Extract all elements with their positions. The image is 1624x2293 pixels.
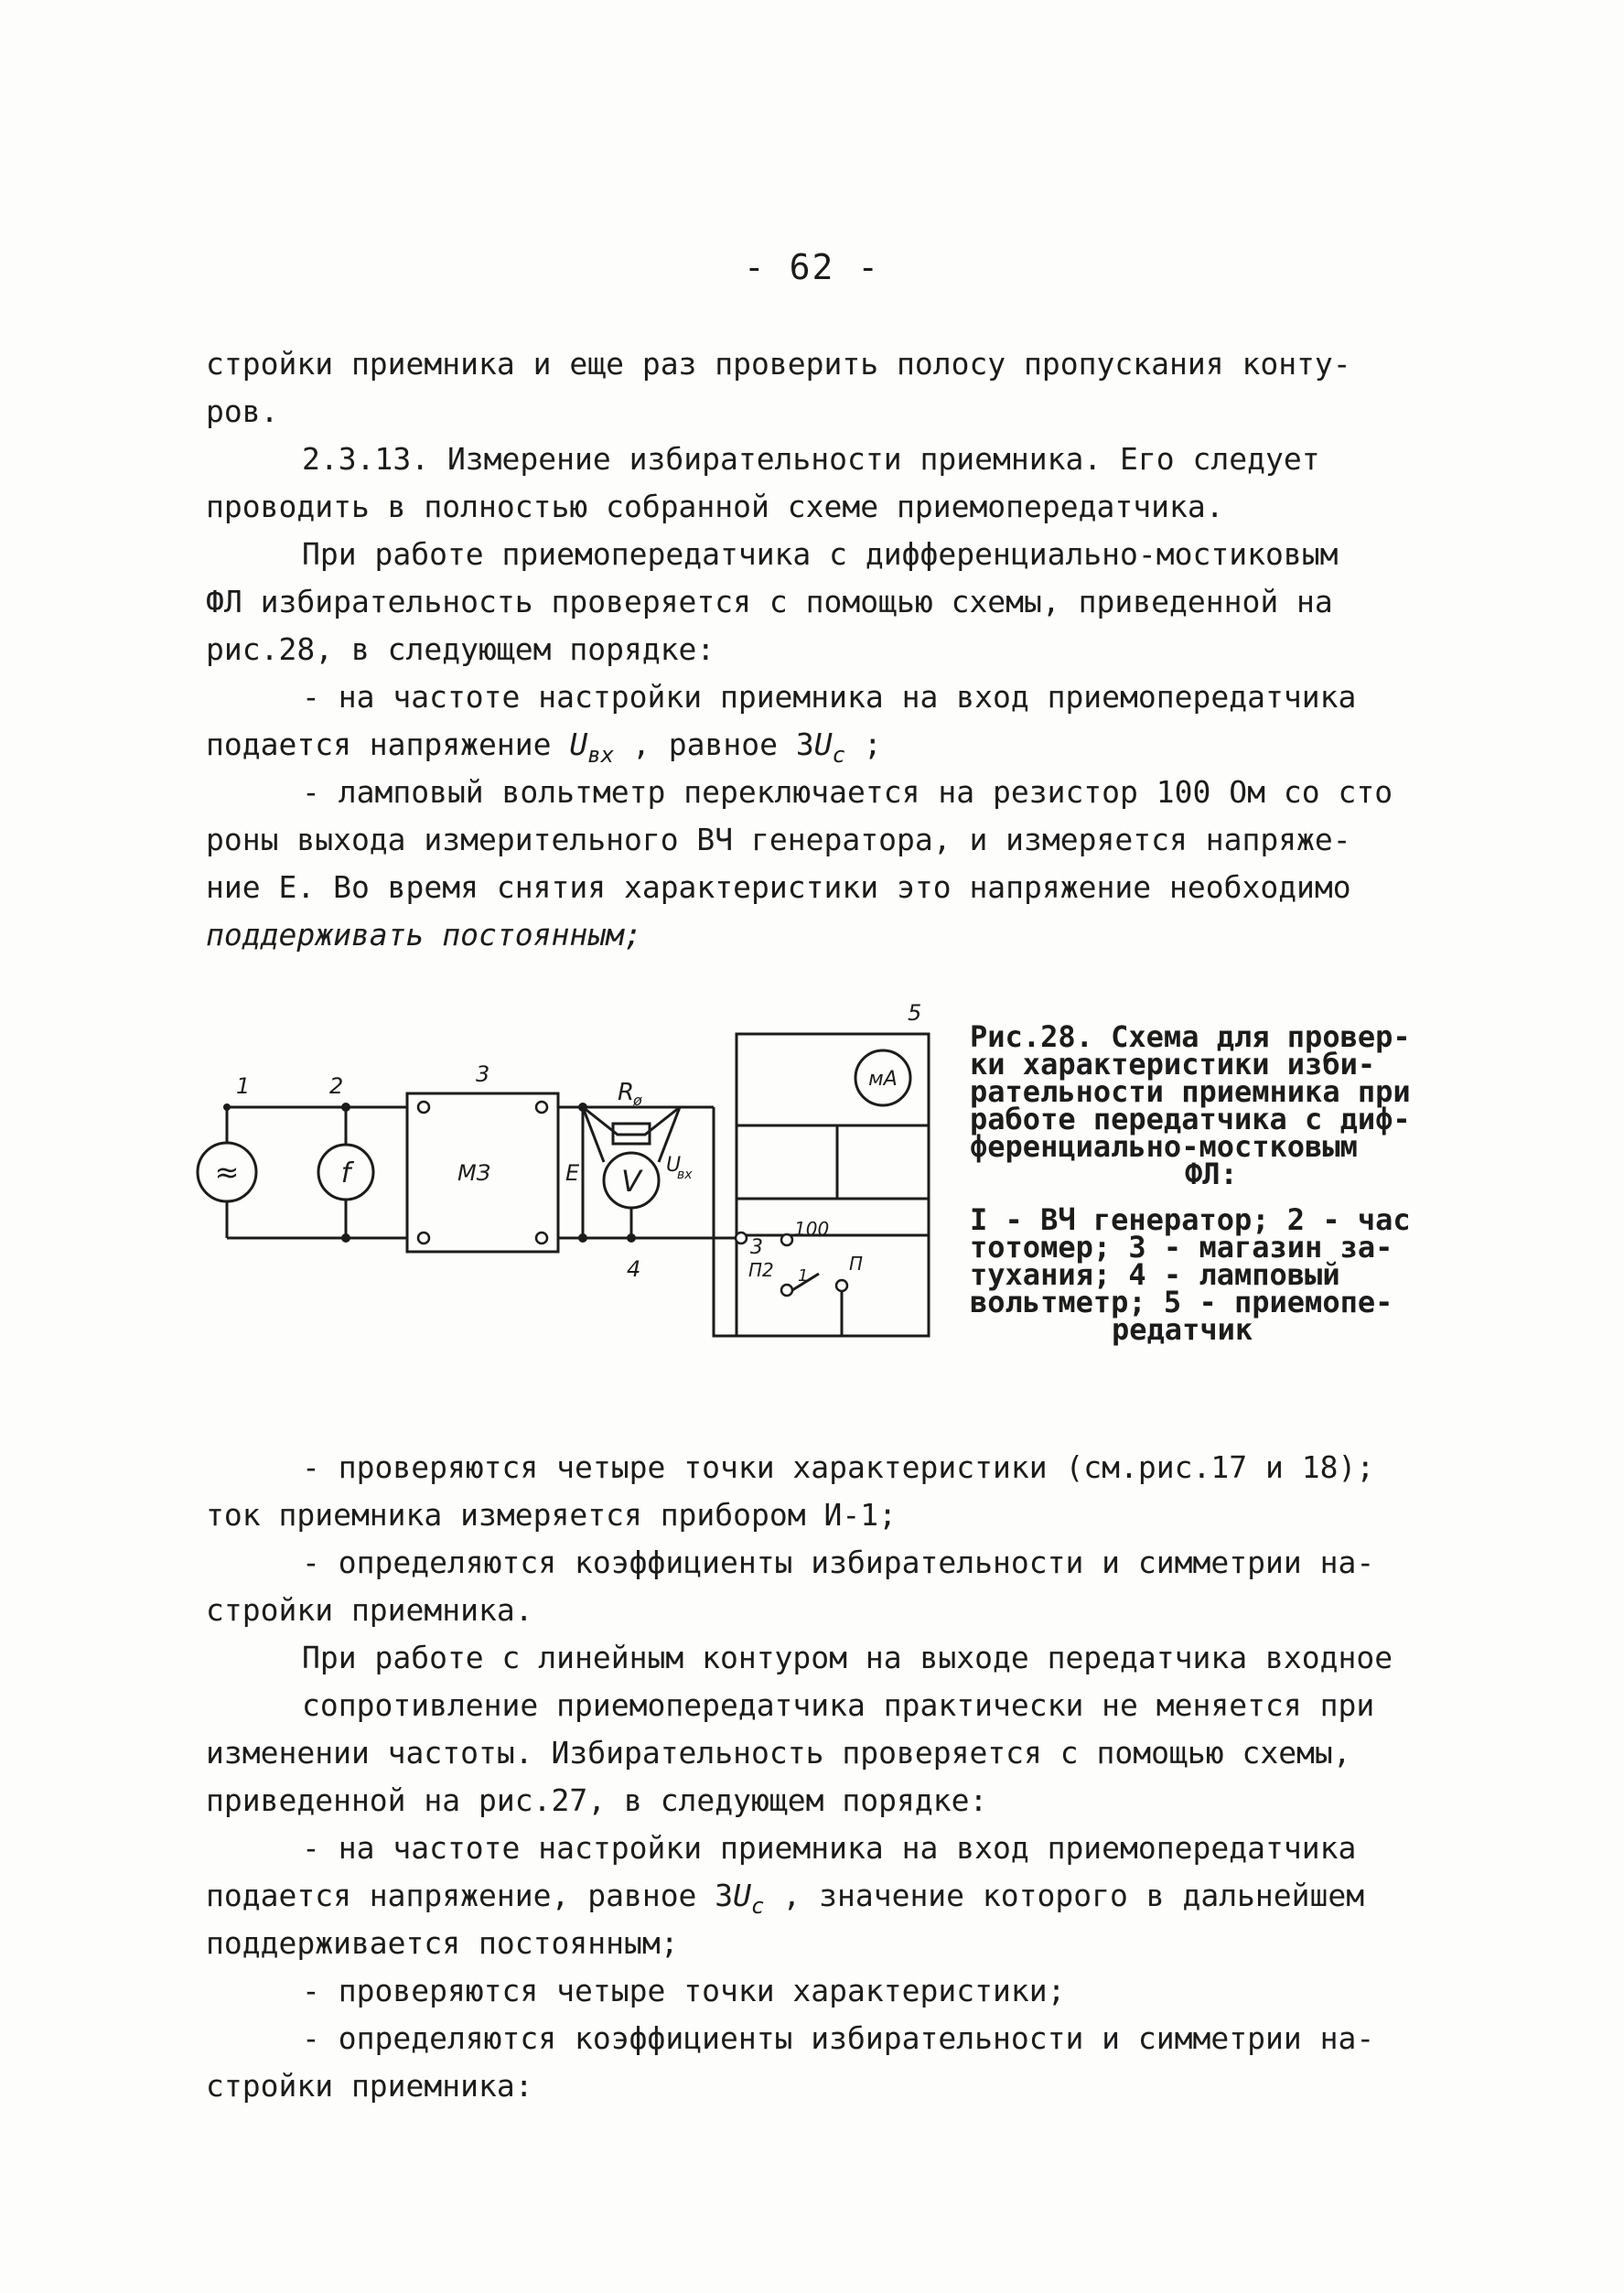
text-line: изменении частоты. Избирательность проверяется с помощью схемы, [206,1735,1351,1771]
text-line: стройки приемника и еще раз проверить полосу пропускания конту- [206,346,1351,382]
text-line: стройки приемника. [206,1592,533,1628]
text-line: ФЛ избирательность проверяется с помощью схемы, приведенной на [206,584,1333,619]
legend-line: тухания; 4 - ламповый [970,1257,1340,1292]
text-line: - проверяются четыре точки характеристики (см.рис.17 и 18); [302,1449,1375,1485]
text-line: стройки приемника: [206,2068,533,2104]
page-number: - 62 - [743,247,881,287]
label-1: 1 [236,1073,251,1099]
legend-line: редатчик [1112,1312,1253,1347]
text-line: - на частоте настройки приемника на вход приемопередатчика [302,1830,1357,1866]
text-line: приведенной на рис.27, в следующем порядке: [206,1782,988,1818]
label-5: 5 [908,1000,922,1026]
label-u-sub: вх [677,1168,693,1182]
legend-line: тотомер; 3 - магазин за- [970,1230,1393,1265]
text-block-top [206,340,1450,959]
resistor-branch [583,1107,680,1135]
text-line: При работе с линейным контуром на выходе передатчика входное сопротивление приемопередатчика практически не меняется при [302,1640,1393,1723]
frequency-meter-symbol: f [340,1157,351,1190]
text-line: - определяются коэффициенты избирательности и симметрии на- [302,1545,1375,1580]
caption-line: ференциально-мостковым [970,1129,1358,1164]
text-line: проводить в полностью собранной схеме приемопередатчика. [206,489,1224,524]
text-line: - определяются коэффициенты избирательности и симметрии на- [302,2020,1375,2056]
text-line: поддерживается постоянным; [206,1925,679,1961]
caption-line: работе передатчика с диф- [970,1102,1411,1136]
label-terminal-1: 1 [798,1266,809,1286]
text-line: роны выхода измерительного ВЧ генератора, и измеряется напряже- [206,822,1351,857]
legend-line: I - ВЧ генератор; 2 - час [970,1202,1411,1237]
text-line: - на частоте настройки приемника на вход приемопередатчика [302,679,1357,715]
text-block-bottom [206,1444,1450,2110]
label-terminal-100: 100 [794,1218,830,1240]
label-m3: МЗ [457,1160,491,1186]
label-r: R [618,1079,635,1106]
text-line-3uc: подается напряжение, равное $3U_c$ , значение которого в дальнейшем [206,1878,1365,1919]
text-line: ров. [206,393,279,429]
label-r-sub: ø [633,1092,642,1109]
text-line: - проверяются четыре точки характеристики; [302,1973,1066,2008]
label-2: 2 [329,1073,344,1099]
caption-line: Рис.28. Схема для провер- [970,1019,1411,1054]
caption-line: ки характеристики изби- [970,1047,1376,1082]
label-3: 3 [476,1061,490,1087]
generator-symbol: ≈ [214,1155,240,1190]
text-line: При работе приемопередатчика с дифференциально-мостиковым [302,536,1339,572]
label-p2: П2 [748,1259,774,1281]
text-line: ние Е. Во время снятия характеристики это напряжение необходимо [206,869,1351,905]
label-terminal-p: П [849,1253,864,1275]
text-line: - ламповый вольтметр переключается на резистор 100 Ом со сто [302,774,1393,810]
text-line: ток приемника измеряется прибором И-1; [206,1497,897,1533]
caption-line: рательности приемника при [970,1074,1411,1109]
circuit-diagram [183,979,961,1363]
label-terminal-3: 3 [750,1236,763,1259]
label-e: Е [565,1160,580,1186]
text-line-italic: поддерживать постоянным; [206,917,642,953]
label-4: 4 [627,1256,641,1282]
text-line: рис.28, в следующем порядке: [206,631,715,667]
label-u: U [666,1154,682,1177]
milliammeter-symbol: мА [868,1068,898,1091]
voltmeter-symbol: V [621,1164,641,1199]
text-line-uvx: подается напряжение $U_{вх}$ , равное $3U_c$ ; [206,727,882,768]
section-heading-line: 2.3.13. Измерение избирательности приемника. Его следует [302,441,1320,477]
legend-line: вольтметр; 5 - приемопе- [970,1285,1393,1319]
caption-line: ФЛ: [1185,1157,1238,1191]
figure-caption [970,1019,1464,1347]
